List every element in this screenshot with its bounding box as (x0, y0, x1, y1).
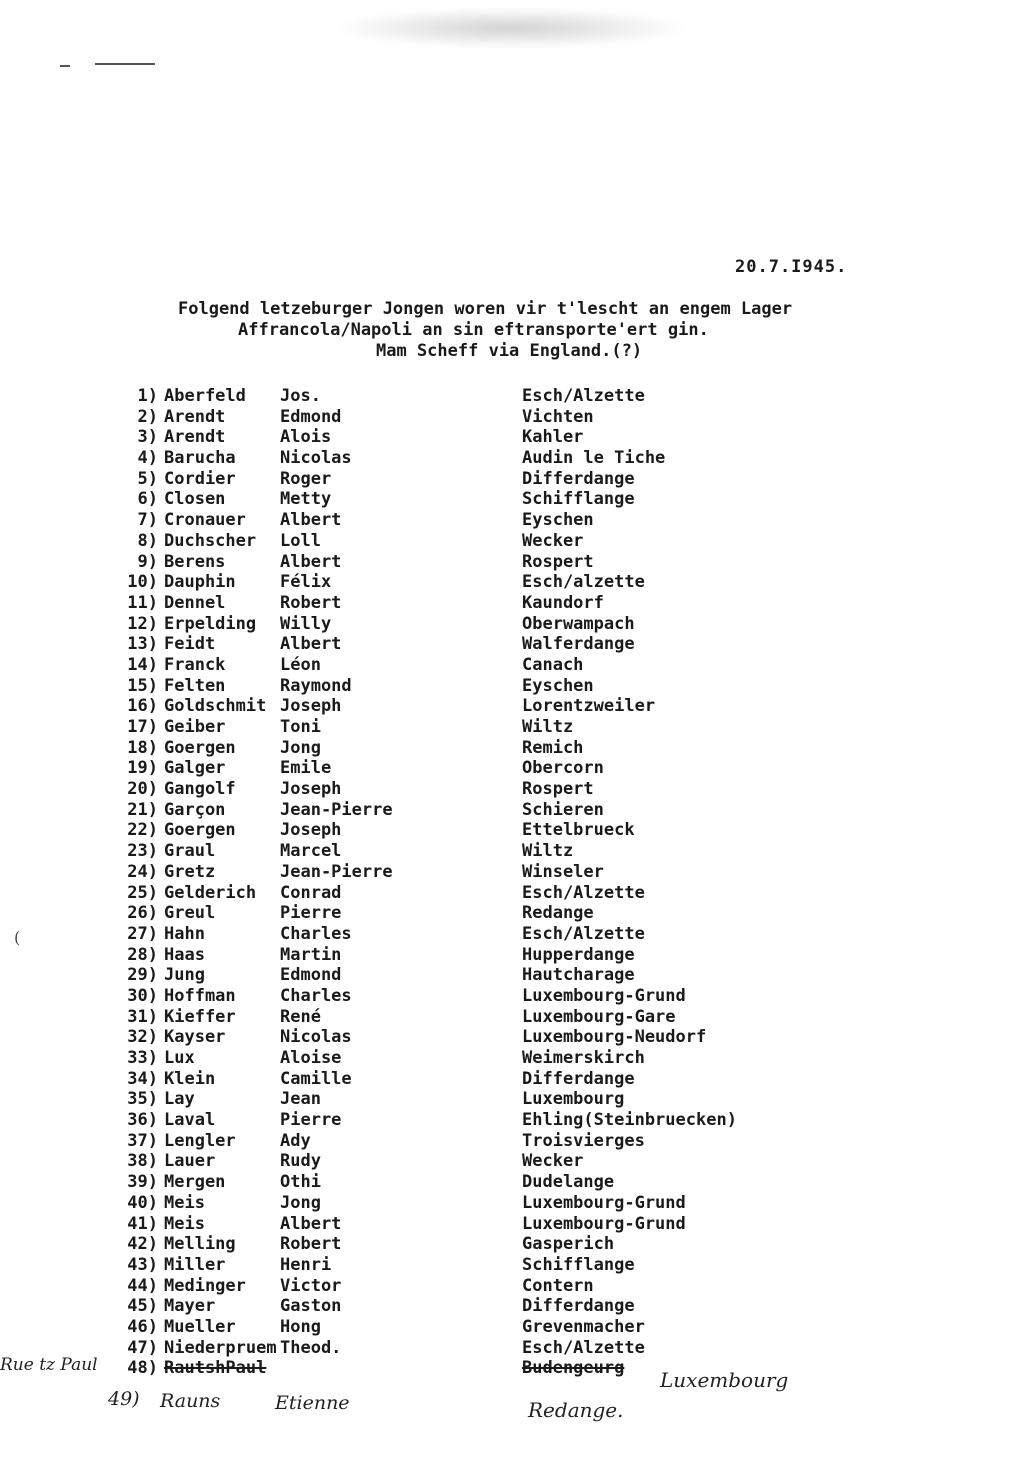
scan-mark (60, 65, 70, 67)
roster-given-name: Jean (280, 1089, 321, 1110)
roster-surname: Meis (164, 1192, 205, 1213)
roster-number: 34) (127, 1068, 158, 1089)
roster-number: 22) (127, 820, 158, 841)
roster-place: Kaundorf (522, 592, 604, 613)
heading-line-3: Mam Scheff via England.(?) (376, 341, 643, 361)
roster-row (100, 1296, 860, 1317)
roster-number: 36) (127, 1110, 158, 1131)
roster-place: Wiltz (522, 841, 574, 862)
roster-surname: Lux (164, 1048, 195, 1068)
roster-given-name: Roger (280, 468, 332, 489)
roster-place: Audin le Tiche (522, 448, 666, 469)
roster-surname: RautshPaul (164, 1358, 267, 1379)
roster-surname: Galger (164, 758, 226, 779)
roster-given-name: Nicolas (280, 448, 352, 469)
roster-surname: Barucha (164, 448, 236, 469)
roster-surname: Felten (164, 675, 226, 696)
roster-row (100, 489, 860, 510)
roster-place: Wecker (522, 530, 584, 551)
roster-number: 44) (127, 1275, 158, 1296)
roster-place: Schifflange (522, 1254, 635, 1275)
roster-place: Obercorn (522, 758, 604, 779)
roster-given-name: Loll (280, 530, 321, 551)
roster-list (100, 386, 860, 1379)
roster-place: Winseler (522, 861, 604, 882)
roster-surname: Mayer (164, 1296, 216, 1317)
roster-number: 17) (127, 717, 158, 737)
roster-place: Troisvierges (522, 1130, 645, 1151)
roster-surname: Duchscher (164, 530, 257, 551)
roster-number: 28) (127, 944, 158, 965)
roster-row (100, 758, 860, 779)
roster-number: 37) (127, 1130, 158, 1151)
roster-place: Luxembourg-Grund (522, 1192, 686, 1213)
roster-row (100, 1007, 860, 1028)
roster-given-name: Willy (280, 613, 332, 634)
roster-number: 39) (127, 1172, 158, 1193)
roster-surname: Jung (164, 965, 205, 986)
roster-place: Remich (522, 737, 584, 758)
roster-number: 3) (137, 427, 158, 448)
roster-place: Walferdange (522, 634, 635, 655)
roster-number: 12) (127, 613, 158, 634)
roster-surname: Garçon (164, 799, 226, 820)
roster-surname: Hahn (164, 923, 205, 944)
roster-row (100, 593, 860, 614)
roster-given-name: Martin (280, 944, 342, 965)
roster-given-name: Marcel (280, 841, 342, 862)
roster-number: 26) (127, 903, 158, 924)
roster-row (100, 614, 860, 635)
roster-number: 27) (127, 923, 158, 944)
roster-number: 45) (127, 1296, 158, 1317)
roster-surname: Meis (164, 1213, 205, 1234)
roster-given-name: Gaston (280, 1296, 342, 1317)
handwritten-entry-49-num: 49) (108, 1388, 140, 1410)
roster-number: 13) (127, 634, 158, 655)
roster-number: 7) (137, 510, 158, 531)
roster-place: Rospert (522, 551, 594, 572)
roster-row (100, 448, 860, 469)
roster-surname: Kayser (164, 1027, 226, 1048)
roster-row (100, 800, 860, 821)
roster-number: 24) (127, 861, 158, 882)
roster-row (100, 1193, 860, 1214)
roster-number: 38) (127, 1151, 158, 1172)
roster-surname: Geiber (164, 717, 226, 737)
roster-number: 15) (127, 675, 158, 696)
roster-row (100, 1234, 860, 1255)
roster-surname: Hoffman (164, 985, 236, 1006)
roster-row (100, 924, 860, 945)
roster-place: Budengeurg (522, 1358, 625, 1379)
roster-row (100, 1089, 860, 1110)
roster-place: Dudelange (522, 1172, 615, 1193)
roster-row (100, 1151, 860, 1172)
roster-place: Grevenmacher (522, 1316, 645, 1337)
roster-number: 16) (127, 696, 158, 717)
scan-smudge (330, 8, 690, 48)
roster-surname: Miller (164, 1254, 226, 1275)
roster-number: 19) (127, 758, 158, 779)
roster-number: 21) (127, 799, 158, 820)
roster-surname: Gelderich (164, 882, 257, 903)
roster-number: 14) (127, 654, 158, 675)
roster-given-name: Rudy (280, 1151, 321, 1172)
roster-surname: Gangolf (164, 779, 236, 800)
roster-place: Wecker (522, 1151, 584, 1172)
roster-row (100, 903, 860, 924)
roster-surname: Haas (164, 944, 205, 965)
roster-number: 5) (137, 468, 158, 489)
roster-surname: Feidt (164, 634, 216, 655)
handwritten-entry-49-name: Rauns (160, 1390, 221, 1412)
roster-surname: Cordier (164, 468, 236, 489)
roster-surname: Franck (164, 654, 226, 675)
roster-surname: Niederpruem (164, 1337, 277, 1358)
roster-given-name: Camille (280, 1068, 352, 1089)
roster-place: Luxembourg-Grund (522, 985, 686, 1006)
roster-given-name: Metty (280, 489, 332, 510)
roster-place: Oberwampach (522, 613, 635, 634)
roster-row (100, 1069, 860, 1090)
roster-number: 31) (127, 1006, 158, 1027)
roster-surname: Melling (164, 1234, 236, 1255)
roster-row (100, 1131, 860, 1152)
roster-place: Differdange (522, 1068, 635, 1089)
roster-given-name: Raymond (280, 675, 352, 696)
handwritten-entry-49-given: Etienne (275, 1392, 350, 1414)
roster-surname: Mueller (164, 1316, 236, 1337)
roster-place: Hupperdange (522, 944, 635, 965)
roster-given-name: Jong (280, 737, 321, 758)
roster-row (100, 986, 860, 1007)
roster-surname: Arendt (164, 406, 226, 427)
roster-number: 18) (127, 737, 158, 758)
roster-surname: Lauer (164, 1151, 216, 1172)
roster-given-name: Alois (280, 427, 332, 448)
roster-given-name: Charles (280, 923, 352, 944)
roster-row (100, 1110, 860, 1131)
roster-given-name: Edmond (280, 406, 342, 427)
roster-given-name: Nicolas (280, 1027, 352, 1048)
roster-given-name: Hong (280, 1316, 321, 1337)
roster-number: 6) (137, 489, 158, 510)
roster-given-name: Aloise (280, 1048, 342, 1068)
roster-surname: Cronauer (164, 510, 246, 531)
roster-surname: Lay (164, 1089, 195, 1110)
document-date: 20.7.I945. (735, 257, 848, 277)
roster-row (100, 531, 860, 552)
roster-given-name: Othi (280, 1172, 321, 1193)
roster-row (100, 1255, 860, 1276)
roster-number: 41) (127, 1213, 158, 1234)
roster-row (100, 510, 860, 531)
roster-row (100, 552, 860, 573)
roster-number: 29) (127, 965, 158, 986)
roster-given-name: Jos. (280, 386, 321, 406)
roster-row (100, 945, 860, 966)
roster-place: Hautcharage (522, 965, 635, 986)
roster-row (100, 1214, 860, 1235)
roster-place: Ehling(Steinbruecken) (522, 1110, 737, 1131)
roster-row (100, 738, 860, 759)
roster-given-name: Charles (280, 985, 352, 1006)
roster-given-name: Jean-Pierre (280, 799, 393, 820)
margin-mark: ( (14, 928, 21, 947)
roster-number: 4) (137, 448, 158, 469)
roster-place: Schieren (522, 799, 604, 820)
roster-given-name: Joseph (280, 696, 342, 717)
roster-given-name: René (280, 1006, 321, 1027)
roster-number: 40) (127, 1192, 158, 1213)
roster-given-name: Jean-Pierre (280, 861, 393, 882)
roster-number: 20) (127, 779, 158, 800)
roster-number: 11) (127, 592, 158, 613)
roster-surname: Arendt (164, 427, 226, 448)
roster-place: Vichten (522, 406, 594, 427)
roster-number: 23) (127, 841, 158, 862)
roster-given-name: Theod. (280, 1337, 342, 1358)
roster-number: 25) (127, 882, 158, 903)
roster-number: 2) (137, 406, 158, 427)
roster-place: Differdange (522, 468, 635, 489)
roster-surname: Greul (164, 903, 216, 924)
roster-place: Esch/alzette (522, 572, 645, 593)
roster-row (100, 1276, 860, 1297)
roster-number: 32) (127, 1027, 158, 1048)
roster-given-name: Pierre (280, 903, 342, 924)
roster-row (100, 696, 860, 717)
roster-place: Redange (522, 903, 594, 924)
roster-place: Schifflange (522, 489, 635, 510)
roster-given-name: Robert (280, 592, 342, 613)
roster-given-name: Robert (280, 1234, 342, 1255)
roster-place: Differdange (522, 1296, 635, 1317)
roster-surname: Berens (164, 551, 226, 572)
roster-surname: Dennel (164, 592, 226, 613)
roster-number: 1) (137, 386, 158, 406)
roster-place: Esch/Alzette (522, 923, 645, 944)
roster-surname: Klein (164, 1068, 216, 1089)
roster-surname: Mergen (164, 1172, 226, 1193)
roster-given-name: Edmond (280, 965, 342, 986)
roster-number: 42) (127, 1234, 158, 1255)
roster-place: Kahler (522, 427, 584, 448)
roster-row (100, 1048, 860, 1069)
roster-place: Canach (522, 654, 584, 675)
handwritten-margin-name: Rue tz Paul (0, 1355, 98, 1375)
roster-surname: Gretz (164, 861, 216, 882)
roster-row (100, 1027, 860, 1048)
roster-place: Luxembourg-Neudorf (522, 1027, 707, 1048)
roster-given-name: Albert (280, 634, 342, 655)
roster-place: Luxembourg-Grund (522, 1213, 686, 1234)
scan-mark (95, 63, 155, 65)
roster-given-name: Albert (280, 510, 342, 531)
roster-surname: Kieffer (164, 1006, 236, 1027)
roster-given-name: Pierre (280, 1110, 342, 1131)
roster-given-name: Victor (280, 1275, 342, 1296)
roster-place: Esch/Alzette (522, 882, 645, 903)
roster-row (100, 883, 860, 904)
roster-place: Gasperich (522, 1234, 615, 1255)
roster-number: 30) (127, 985, 158, 1006)
roster-surname: Closen (164, 489, 226, 510)
roster-number: 48) (127, 1358, 158, 1379)
roster-row (100, 469, 860, 490)
roster-row (100, 779, 860, 800)
roster-place: Eyschen (522, 675, 594, 696)
roster-number: 35) (127, 1089, 158, 1110)
roster-surname: Laval (164, 1110, 216, 1131)
roster-surname: Erpelding (164, 613, 257, 634)
roster-given-name: Albert (280, 1213, 342, 1234)
roster-given-name: Félix (280, 572, 332, 593)
roster-surname: Dauphin (164, 572, 236, 593)
handwritten-entry-49-place: Redange. (528, 1398, 624, 1422)
roster-row (100, 572, 860, 593)
roster-place: Weimerskirch (522, 1048, 645, 1068)
roster-place: Lorentzweiler (522, 696, 656, 717)
roster-row (100, 820, 860, 841)
roster-given-name: Emile (280, 758, 332, 779)
roster-given-name: Toni (280, 717, 321, 737)
roster-row (100, 386, 860, 407)
roster-surname: Graul (164, 841, 216, 862)
roster-row (100, 717, 860, 738)
roster-number: 10) (127, 572, 158, 593)
roster-given-name: Jong (280, 1192, 321, 1213)
roster-row (100, 427, 860, 448)
roster-row (100, 841, 860, 862)
roster-given-name: Joseph (280, 820, 342, 841)
roster-surname: Medinger (164, 1275, 246, 1296)
roster-number: 43) (127, 1254, 158, 1275)
roster-row (100, 634, 860, 655)
roster-given-name: Albert (280, 551, 342, 572)
roster-place: Ettelbrueck (522, 820, 635, 841)
roster-place: Contern (522, 1275, 594, 1296)
roster-row (100, 1317, 860, 1338)
roster-number: 47) (127, 1337, 158, 1358)
roster-row (100, 862, 860, 883)
roster-place: Luxembourg (522, 1089, 625, 1110)
roster-number: 46) (127, 1316, 158, 1337)
roster-surname: Goergen (164, 820, 236, 841)
roster-row (100, 965, 860, 986)
roster-row (100, 1172, 860, 1193)
roster-place: Esch/Alzette (522, 1337, 645, 1358)
roster-surname: Aberfeld (164, 386, 246, 406)
roster-given-name: Conrad (280, 882, 342, 903)
handwritten-place-48: Luxembourg (660, 1368, 789, 1392)
roster-place: Rospert (522, 779, 594, 800)
roster-surname: Goergen (164, 737, 236, 758)
roster-place: Wiltz (522, 717, 574, 737)
roster-row (100, 407, 860, 428)
roster-place: Luxembourg-Gare (522, 1006, 676, 1027)
roster-place: Esch/Alzette (522, 386, 645, 406)
roster-row (100, 676, 860, 697)
roster-place: Eyschen (522, 510, 594, 531)
roster-number: 9) (137, 551, 158, 572)
roster-given-name: Ady (280, 1130, 311, 1151)
roster-given-name: Henri (280, 1254, 332, 1275)
roster-number: 8) (137, 530, 158, 551)
roster-number: 33) (127, 1048, 158, 1068)
roster-row (100, 1338, 860, 1359)
roster-given-name: Joseph (280, 779, 342, 800)
heading-line-2: Affrancola/Napoli an sin eftransporte'ert gin. (238, 320, 709, 340)
roster-given-name: Léon (280, 654, 321, 675)
roster-row (100, 655, 860, 676)
roster-surname: Goldschmit (164, 696, 267, 717)
roster-surname: Lengler (164, 1130, 236, 1151)
heading-line-1: Folgend letzeburger Jongen woren vir t'lescht an engem Lager (178, 299, 793, 319)
